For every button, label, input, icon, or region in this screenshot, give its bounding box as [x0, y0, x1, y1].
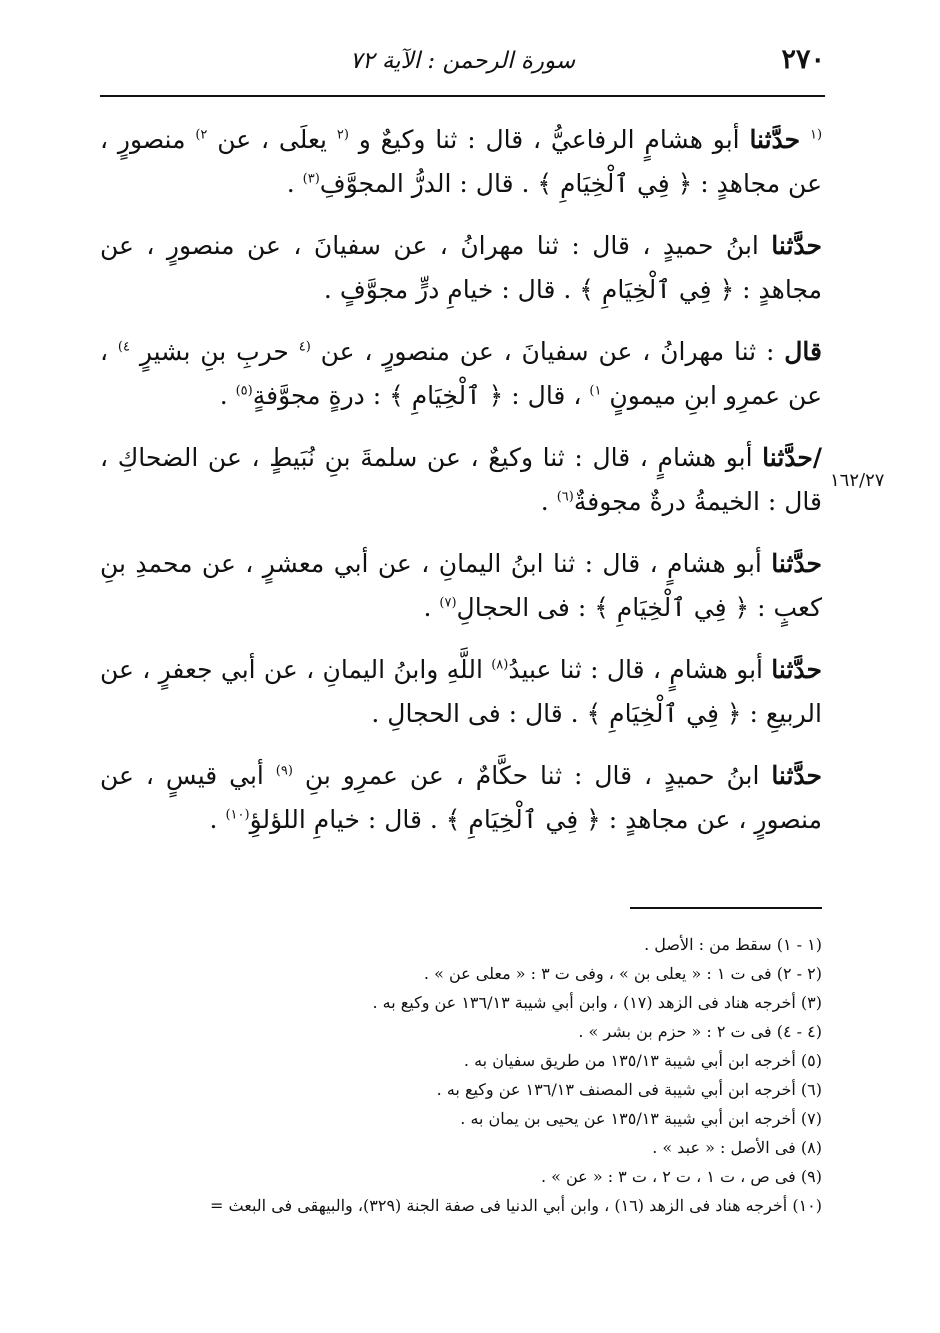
footnote: (١ - ١) سقط من : الأصل . — [644, 935, 822, 954]
footnote: (٣) أخرجه هناد فى الزهد (١٧) ، وابن أبي شيبة ١٣٦/١٣ عن وكيع به . — [372, 993, 822, 1012]
paragraph-text: أبو هشامٍ ، قال : ثنا وكيعٌ ، عن سلمةَ بنِ نُبَيطٍ ، عن الضحاكِ ، قال : الخيمةُ درةٌ مجوفةٌ — [100, 443, 822, 516]
footnote-marker: (٢ — [336, 127, 349, 143]
paragraph-text: أبي قيسٍ ، عن منصورٍ ، عن مجاهدٍ : ﴿ فِي ٱلْخِيَامِ ﴾ . قال : خيامِ اللؤلؤِ — [100, 761, 822, 834]
paragraph-6 — [100, 648, 822, 736]
isnad-lead: حدَّثنا — [771, 549, 822, 578]
footnote: (٢ - ٢) فى ت ١ : « يعلى بن » ، وفى ت ٣ : « معلى عن » . — [423, 964, 822, 983]
paragraph-2 — [100, 224, 822, 312]
isnad-lead: حدَّثنا — [771, 231, 822, 260]
paragraph-text: ، عن عمرِو ابنِ ميمونٍ — [100, 337, 822, 410]
isnad-lead: /حدَّثنا — [762, 443, 822, 472]
margin-reference: ١٦٢/٢٧ — [830, 470, 885, 491]
footnote-marker: (٩) — [275, 763, 293, 779]
paragraph-7 — [100, 754, 822, 842]
paragraph-1 — [100, 118, 822, 206]
footnote-marker: (٤ — [298, 339, 311, 355]
paragraph-3 — [100, 330, 822, 418]
paragraph-text: ابنُ حميدٍ ، قال : ثنا مهرانُ ، عن سفيانَ ، عن منصورٍ ، عن مجاهدٍ : ﴿ فِي ٱلْخِيَامِ ﴾ . قال : خيامِ درٍّ مجوَّفٍ . — [100, 231, 822, 304]
isnad-lead: حدَّثنا — [771, 761, 823, 790]
footnote: (٤ - ٤) فى ت ٢ : « حزم بن بشر » . — [578, 1022, 822, 1041]
paragraph-text: ابنُ حميدٍ ، قال : ثنا حكَّامٌ ، عن عمرِو بنِ — [304, 761, 760, 790]
footnote-marker: (٨) — [491, 657, 509, 673]
paragraph-5 — [100, 542, 822, 630]
paragraph-end: . — [423, 593, 432, 622]
footnote-marker: (٧) — [439, 595, 457, 611]
isnad-lead: قال — [784, 337, 822, 366]
footnote-marker: ١) — [589, 383, 602, 399]
main-text — [100, 118, 822, 860]
paragraph-text: أبو هشامٍ ، قال : ثنا ابنُ اليمانِ ، عن أبي معشرٍ ، عن محمدِ بنِ كعبٍ : ﴿ فِي ٱلْخِيَامِ ﴾ : فى الحجالِ — [100, 549, 822, 622]
paragraph-end: . — [209, 805, 218, 834]
header-rule — [100, 95, 825, 97]
paragraph-text: : ثنا مهرانُ ، عن سفيانَ ، عن منصورٍ ، عن — [320, 337, 775, 366]
paragraph-text: يعلَى ، عن — [217, 125, 328, 154]
paragraph-4 — [100, 436, 822, 524]
footnote-marker: (١ — [809, 127, 823, 143]
paragraph-end: . — [219, 381, 228, 410]
footnote: (٨) فى الأصل : « عبد » . — [652, 1138, 822, 1157]
footnote-marker: ٤) — [117, 339, 130, 355]
paragraph-text: أبو هشامٍ ، قال : ثنا عبيدُ — [508, 655, 763, 684]
paragraph-text: ، قال : ﴿ ٱلْخِيَامِ ﴾ : درةٍ مجوَّفةٍ — [252, 381, 582, 410]
paragraph-text: أبو هشامٍ الرفاعيُّ ، قال : ثنا وكيعٌ و — [358, 125, 740, 154]
footnote: (٦) أخرجه ابن أبي شيبة فى المصنف ١٣٦/١٣ عن وكيع به . — [436, 1080, 822, 1099]
footnote-rule — [630, 907, 822, 909]
footnote-marker: (٣) — [302, 171, 320, 187]
isnad-lead: حدَّثنا — [749, 125, 801, 154]
footnote-marker: ٢) — [195, 127, 208, 143]
running-title: سورة الرحمن : الآية ٧٢ — [349, 48, 576, 74]
page-header — [100, 42, 825, 92]
paragraph-end: . — [540, 487, 549, 516]
footnote-marker: (٥) — [235, 383, 253, 399]
footnotes — [100, 930, 822, 1220]
paragraph-text: منصورٍ ، عن مجاهدٍ : ﴿ فِي ٱلْخِيَامِ ﴾ . قال : الدرُّ المجوَّفِ — [100, 125, 822, 198]
paragraph-end: . — [286, 169, 295, 198]
footnote: (٩) فى ص ، ت ١ ، ت ٢ ، ت ٣ : « عن » . — [540, 1167, 822, 1186]
page-number: ٢٧٠ — [781, 44, 825, 75]
footnote: (١٠) أخرجه هناد فى الزهد (١٦) ، وابن أبي الدنيا فى صفة الجنة (٣٢٩)، والبيهقى فى البعث = — [210, 1196, 822, 1215]
footnote-marker: (٦) — [556, 489, 574, 505]
footnote: (٥) أخرجه ابن أبي شيبة ١٣٥/١٣ من طريق سفيان به . — [463, 1051, 822, 1070]
isnad-lead: حدَّثنا — [771, 655, 822, 684]
footnote: (٧) أخرجه ابن أبي شيبة ١٣٥/١٣ عن يحيى بن يمان به . — [460, 1109, 822, 1128]
paragraph-text: حربِ بنِ بشيرٍ — [139, 337, 289, 366]
footnote-marker: (١٠) — [225, 807, 250, 823]
paragraph-text: اللَّهِ وابنُ اليمانِ ، عن أبي جعفرٍ ، عن الربيعِ : ﴿ فِي ٱلْخِيَامِ ﴾ . قال : فى الحجالِ . — [100, 655, 822, 728]
